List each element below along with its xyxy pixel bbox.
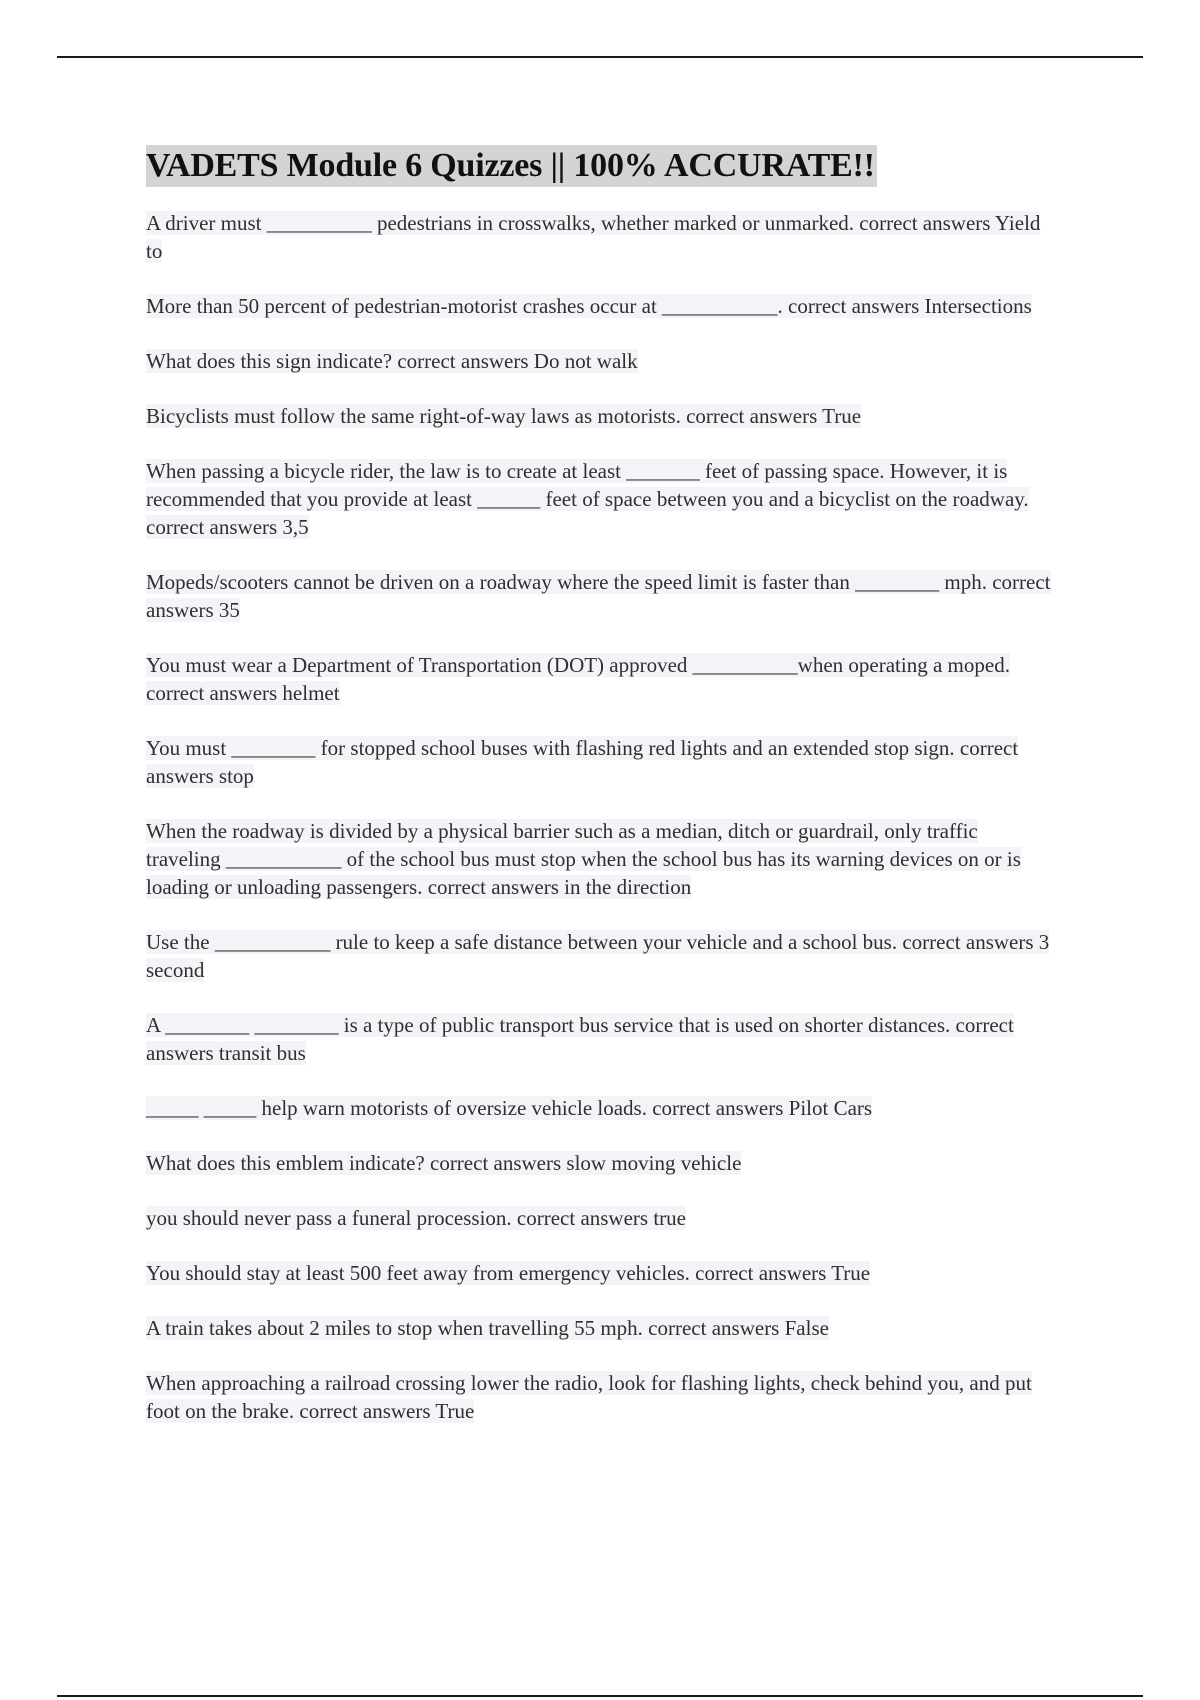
qa-text: More than 50 percent of pedestrian-motorist crashes occur at ___________. correct answers Intersections (146, 294, 1032, 318)
qa-item (146, 1149, 1056, 1177)
qa-item (146, 817, 1056, 901)
qa-text: What does this emblem indicate? correct answers slow moving vehicle (146, 1151, 742, 1175)
qa-text: When the roadway is divided by a physical barrier such as a median, ditch or guardrail, only traffic traveling ___________ of the school bus must stop when the school bus has its warning devices on or is loading or unloading passengers. correct answers in the direction (146, 819, 1021, 899)
qa-text: When approaching a railroad crossing lower the radio, look for flashing lights, check behind you, and put foot on the brake. correct answers True (146, 1371, 1032, 1423)
qa-item (146, 1094, 1056, 1122)
qa-item (146, 568, 1056, 624)
qa-text: you should never pass a funeral procession. correct answers true (146, 1206, 686, 1230)
qa-item (146, 347, 1056, 375)
qa-text: You must wear a Department of Transportation (DOT) approved __________when operating a moped. correct answers helmet (146, 653, 1010, 705)
qa-item (146, 1314, 1056, 1342)
qa-text: A ________ ________ is a type of public transport bus service that is used on shorter distances. correct answers transit bus (146, 1013, 1014, 1065)
qa-text: You must ________ for stopped school buses with flashing red lights and an extended stop sign. correct answers stop (146, 736, 1019, 788)
qa-item (146, 209, 1056, 265)
qa-item (146, 292, 1056, 320)
qa-text: When passing a bicycle rider, the law is to create at least _______ feet of passing space. However, it is recommended that you provide at least ______ feet of space between you and a bicyclist on the roadway. correct answers 3,5 (146, 459, 1029, 539)
qa-list (146, 209, 1066, 1425)
qa-item (146, 1369, 1056, 1425)
qa-text: What does this sign indicate? correct answers Do not walk (146, 349, 638, 373)
qa-text: A driver must __________ pedestrians in crosswalks, whether marked or unmarked. correct answers Yield to (146, 211, 1041, 263)
qa-item (146, 651, 1056, 707)
qa-text: Mopeds/scooters cannot be driven on a roadway where the speed limit is faster than ________ mph. correct answers 35 (146, 570, 1051, 622)
qa-item (146, 1011, 1056, 1067)
qa-item (146, 734, 1056, 790)
document-title: VADETS Module 6 Quizzes || 100% ACCURATE!! (146, 145, 877, 187)
qa-item (146, 1204, 1056, 1232)
document-body (146, 145, 1066, 1452)
qa-item (146, 402, 1056, 430)
qa-text: Bicyclists must follow the same right-of-way laws as motorists. correct answers True (146, 404, 862, 428)
qa-text: _____ _____ help warn motorists of oversize vehicle loads. correct answers Pilot Cars (146, 1096, 873, 1120)
footer-rule (57, 1695, 1143, 1697)
qa-text: A train takes about 2 miles to stop when travelling 55 mph. correct answers False (146, 1316, 829, 1340)
qa-item (146, 1259, 1056, 1287)
header-rule (57, 56, 1143, 58)
qa-text: You should stay at least 500 feet away from emergency vehicles. correct answers True (146, 1261, 871, 1285)
qa-item (146, 928, 1056, 984)
qa-text: Use the ___________ rule to keep a safe distance between your vehicle and a school bus. correct answers 3 second (146, 930, 1050, 982)
qa-item (146, 457, 1056, 541)
